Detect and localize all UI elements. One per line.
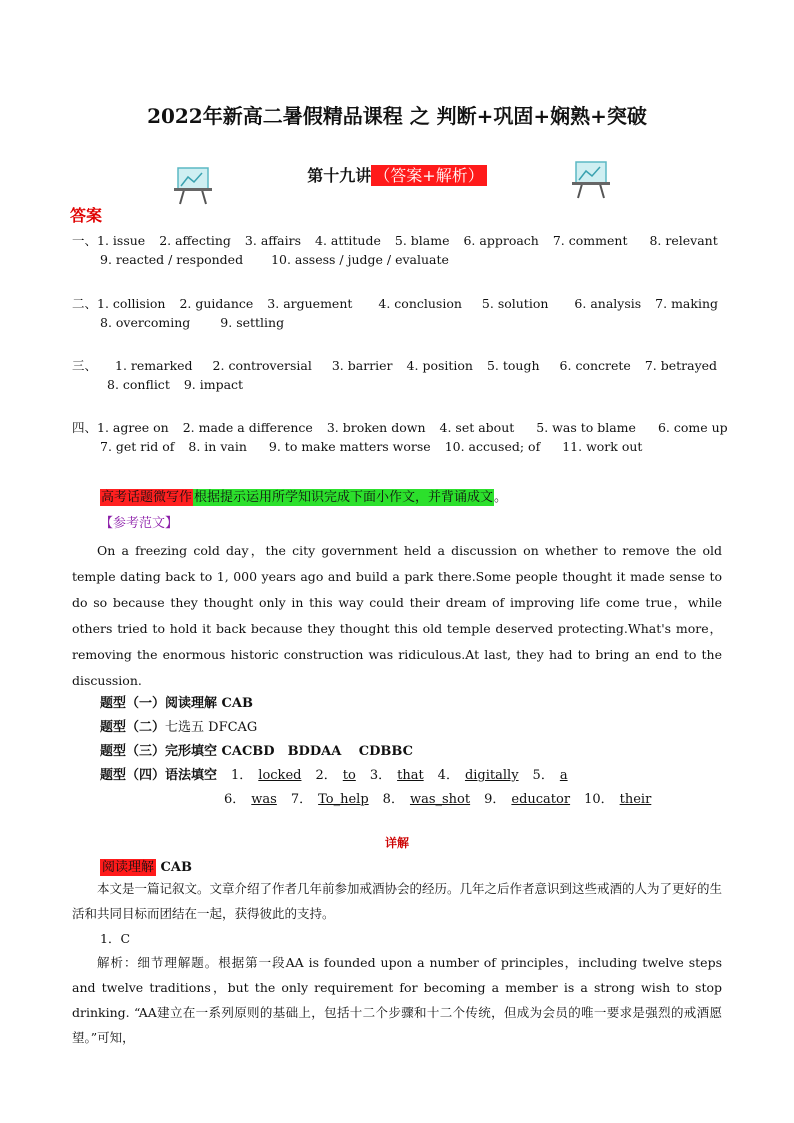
section-4-row-2: [100, 439, 656, 454]
blank-answer: to: [342, 768, 356, 783]
answer-item: 10. accused; of: [444, 439, 541, 454]
answer-item: 5. blame: [394, 233, 450, 248]
answer-item: 7. get rid of: [100, 439, 175, 454]
question-type-label: 题型（二）: [100, 720, 166, 735]
blank-number: 6．: [224, 792, 246, 807]
lecture-heading: [0, 163, 794, 186]
reference-label: 【参考范文】: [100, 516, 179, 531]
answer-item: 11. work out: [562, 439, 643, 454]
blank-answer: that: [397, 768, 424, 783]
answer-item: 3. arguement: [267, 296, 353, 311]
page-title: 2022年新高二暑假精品课程 之 判断+巩固+娴熟+突破: [147, 104, 647, 128]
section-2-row-2: [100, 315, 298, 330]
lecture-number: 第十九讲: [307, 166, 372, 185]
blank-answer: was: [251, 792, 277, 807]
section-4-row-1: [72, 418, 742, 436]
details-heading: 详解: [384, 836, 409, 850]
answer-item: 8. relevant: [649, 233, 718, 248]
answer-item: 4. attitude: [315, 233, 381, 248]
question-1-answer: 1．C: [100, 931, 131, 946]
blank-number: 4．: [437, 768, 459, 783]
answer-item: 2. made a difference: [182, 420, 313, 435]
answer-item: 2. controversial: [212, 358, 312, 373]
passage-summary: 本文是一篇记叙文。文章介绍了作者几年前参加戒酒协会的经历。几年之后作者意识到这些戒酒的人为了更好的生活和共同目标而团结在一起，获得彼此的支持。: [72, 881, 723, 921]
blank-answer: educator: [511, 792, 571, 807]
reading-tag: 阅读理解: [102, 860, 155, 875]
writing-red-label: 高考话题微写作: [101, 490, 193, 505]
question-type-label: 题型（四）语法填空: [100, 768, 218, 783]
section-1-row-1: [72, 231, 732, 249]
classroom-easel-icon: [568, 156, 614, 202]
blank-answer: their: [619, 792, 652, 807]
section-label: 四、: [72, 420, 98, 435]
answer-item: 4. position: [406, 358, 473, 373]
answer-item: 5. solution: [481, 296, 549, 311]
answer-item: 7. making: [655, 296, 719, 311]
answer-item: 8. overcoming: [100, 315, 191, 330]
reference-essay: On a freezing cold day，the city government held a discussion on whether to remove the old temple dating back to 1, 000 years ago and build a park there.Some people thought it made sense to do so because they thought only in this way could their dream of improving life come true，while others tried to hold it back because they thought this old temple deserved protecting.What's more，removing the enormous historic construction was ridiculous.At last, they had to bring an end to the discussion.: [72, 543, 722, 688]
answer-item: 5. tough: [486, 358, 540, 373]
blank-answer: To_help: [318, 792, 369, 807]
answer-item: 4. conclusion: [378, 296, 462, 311]
section-1-row-2: [100, 252, 463, 267]
answer-item: 2. guidance: [179, 296, 254, 311]
answer-item: 8. in vain: [188, 439, 247, 454]
question-1-analysis: 解析：细节理解题。根据第一段AA is founded upon a number of principles，including twelve steps and twelve traditions，but the only requirement for becoming a member is a strong wish to stop drinking. “AA建立在一系列原则的基础上，包括十二个步骤和十二个传统，但成为会员的唯一要求是强烈的戒酒愿望。”可知，: [72, 955, 722, 1045]
question-type-3: 题型（三）完形填空 CACBD BDDAA CDBBC: [100, 744, 413, 759]
section-3-row-1: [72, 356, 731, 374]
section-2-row-1: [72, 294, 732, 312]
answer-item: 9. reacted / responded: [100, 252, 244, 267]
answer-item: 7. comment: [552, 233, 628, 248]
blank-answer: digitally: [464, 768, 519, 783]
section-3-row-2: [107, 377, 257, 392]
answer-item: 6. concrete: [559, 358, 631, 373]
answer-item: 6. analysis: [574, 296, 642, 311]
answer-item: 8. conflict: [107, 377, 170, 392]
answer-item: 7. betrayed: [644, 358, 718, 373]
answer-item: 2. affecting: [159, 233, 231, 248]
question-type-4-row-2: [224, 788, 665, 807]
blank-number: 2．: [315, 768, 337, 783]
answer-item: 5. was to blame: [536, 420, 636, 435]
answer-item: 3. broken down: [326, 420, 426, 435]
question-type-1: 题型（一）阅读理解 CAB: [100, 696, 253, 711]
answer-item: 1. agree on: [97, 420, 169, 435]
blank-number: 1．: [231, 768, 253, 783]
writing-end-punct: 。: [494, 490, 508, 505]
answer-item: 10. assess / judge / evaluate: [271, 252, 449, 267]
blank-number: 5．: [532, 768, 554, 783]
lecture-answer-tag: （答案+解析）: [371, 165, 486, 186]
question-type-2: [100, 716, 257, 735]
question-type-4: [100, 764, 582, 783]
blank-number: 7．: [290, 792, 313, 807]
answer-item: 1. remarked: [115, 358, 193, 373]
answer-item: 9. impact: [183, 377, 244, 392]
blank-answer: locked: [258, 768, 302, 783]
answer-item: 1. collision: [97, 296, 166, 311]
blank-number: 10．: [584, 792, 614, 807]
blank-answer: a: [559, 768, 568, 783]
section-label: 一、: [72, 233, 98, 248]
blank-number: 8．: [382, 792, 404, 807]
blank-answer: was_shot: [409, 792, 471, 807]
reading-answer: CAB: [156, 860, 192, 875]
answer-item: 6. approach: [463, 233, 539, 248]
blank-number: 3．: [369, 768, 392, 783]
answer-item: 9. to make matters worse: [268, 439, 431, 454]
question-type-answer: 七选五 DFCAG: [165, 720, 258, 735]
answer-item: 4. set about: [439, 420, 515, 435]
section-label: 三、: [72, 358, 98, 373]
answer-item: 9. settling: [220, 315, 285, 330]
section-label: 二、: [72, 296, 98, 311]
answer-item: 3. affairs: [244, 233, 301, 248]
writing-task: [100, 486, 507, 505]
answer-item: 3. barrier: [331, 358, 393, 373]
writing-instruction: 根据提示运用所学知识完成下面小作文，并背诵成文: [194, 490, 494, 505]
answer-item: 1. issue: [97, 233, 146, 248]
answers-heading: 答案: [70, 206, 103, 225]
reading-section-heading: [100, 856, 192, 875]
blank-number: 9．: [484, 792, 506, 807]
answer-item: 6. come up: [657, 420, 728, 435]
